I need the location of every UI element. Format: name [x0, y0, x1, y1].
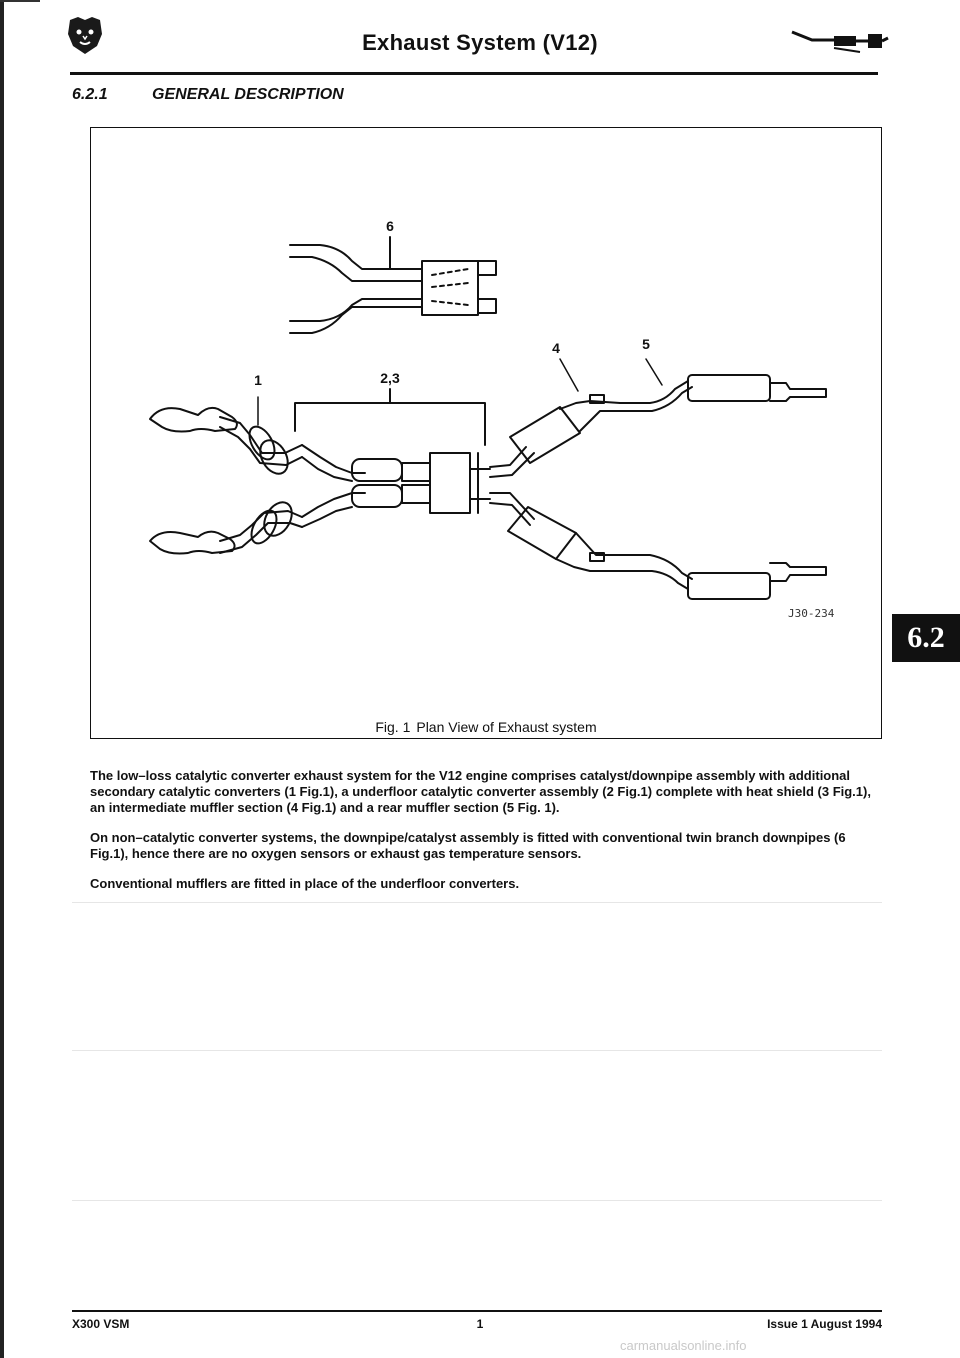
figure-number: Fig. 1	[375, 719, 411, 735]
callout-2-3: 2,3	[380, 370, 400, 386]
section-number: 6.2.1	[72, 86, 108, 103]
figure-reference: J30-234	[788, 607, 835, 620]
page-edge-bar	[0, 0, 4, 1358]
footer-issue: Issue 1 August 1994	[767, 1317, 882, 1331]
footer-rule	[72, 1310, 882, 1312]
exhaust-pipe-icon	[790, 26, 890, 56]
section-title: GENERAL DESCRIPTION	[152, 86, 344, 103]
header-rule	[70, 72, 878, 75]
callout-6: 6	[386, 218, 394, 234]
section-heading	[72, 86, 344, 104]
callout-1: 1	[254, 372, 262, 388]
intermediate-muffler	[490, 395, 620, 571]
exhaust-plan-diagram	[90, 127, 882, 739]
page-number: 1	[476, 1317, 484, 1331]
paragraph-mufflers: Conventional mufflers are fitted in place of the underfloor converters.	[90, 876, 520, 891]
paragraph-description: The low–loss catalytic converter exhaust system for the V12 engine comprises catalyst/downpipe assembly with additional secondary catalytic converters (1 Fig.1), a underfloor catalytic converter assembly (2 Fig.1) complete with heat shield (3 Fig.1), an intermediate muffler section (4 Fig.1) and a rear muffler section (5 Fig. 1).	[90, 768, 871, 815]
footer-manual-code: X300 VSM	[72, 1317, 130, 1331]
page-corner-mark	[0, 0, 40, 2]
twin-branch-downpipe	[290, 237, 496, 333]
rear-muffler	[620, 375, 826, 599]
faint-rule	[72, 1050, 882, 1051]
page-title: Exhaust System (V12)	[362, 30, 598, 55]
underfloor-catalytic-converter	[352, 453, 490, 513]
figure-caption-text: Plan View of Exhaust system	[416, 719, 597, 735]
callout-4: 4	[552, 340, 560, 356]
faint-rule	[72, 1200, 882, 1201]
watermark: carmanualsonline.info	[620, 1338, 747, 1353]
section-tab[interactable]: 6.2	[892, 614, 960, 662]
figure-caption	[90, 719, 882, 735]
faint-rule	[72, 902, 882, 903]
paragraph-non-catalytic: On non–catalytic converter systems, the downpipe/catalyst assembly is fitted with conventional twin branch downpipes (6 Fig.1), hence there are no oxygen sensors or exhaust gas temperature sensors.	[90, 830, 846, 861]
callout-5: 5	[642, 336, 650, 352]
catalyst-downpipe-assembly	[150, 408, 365, 554]
